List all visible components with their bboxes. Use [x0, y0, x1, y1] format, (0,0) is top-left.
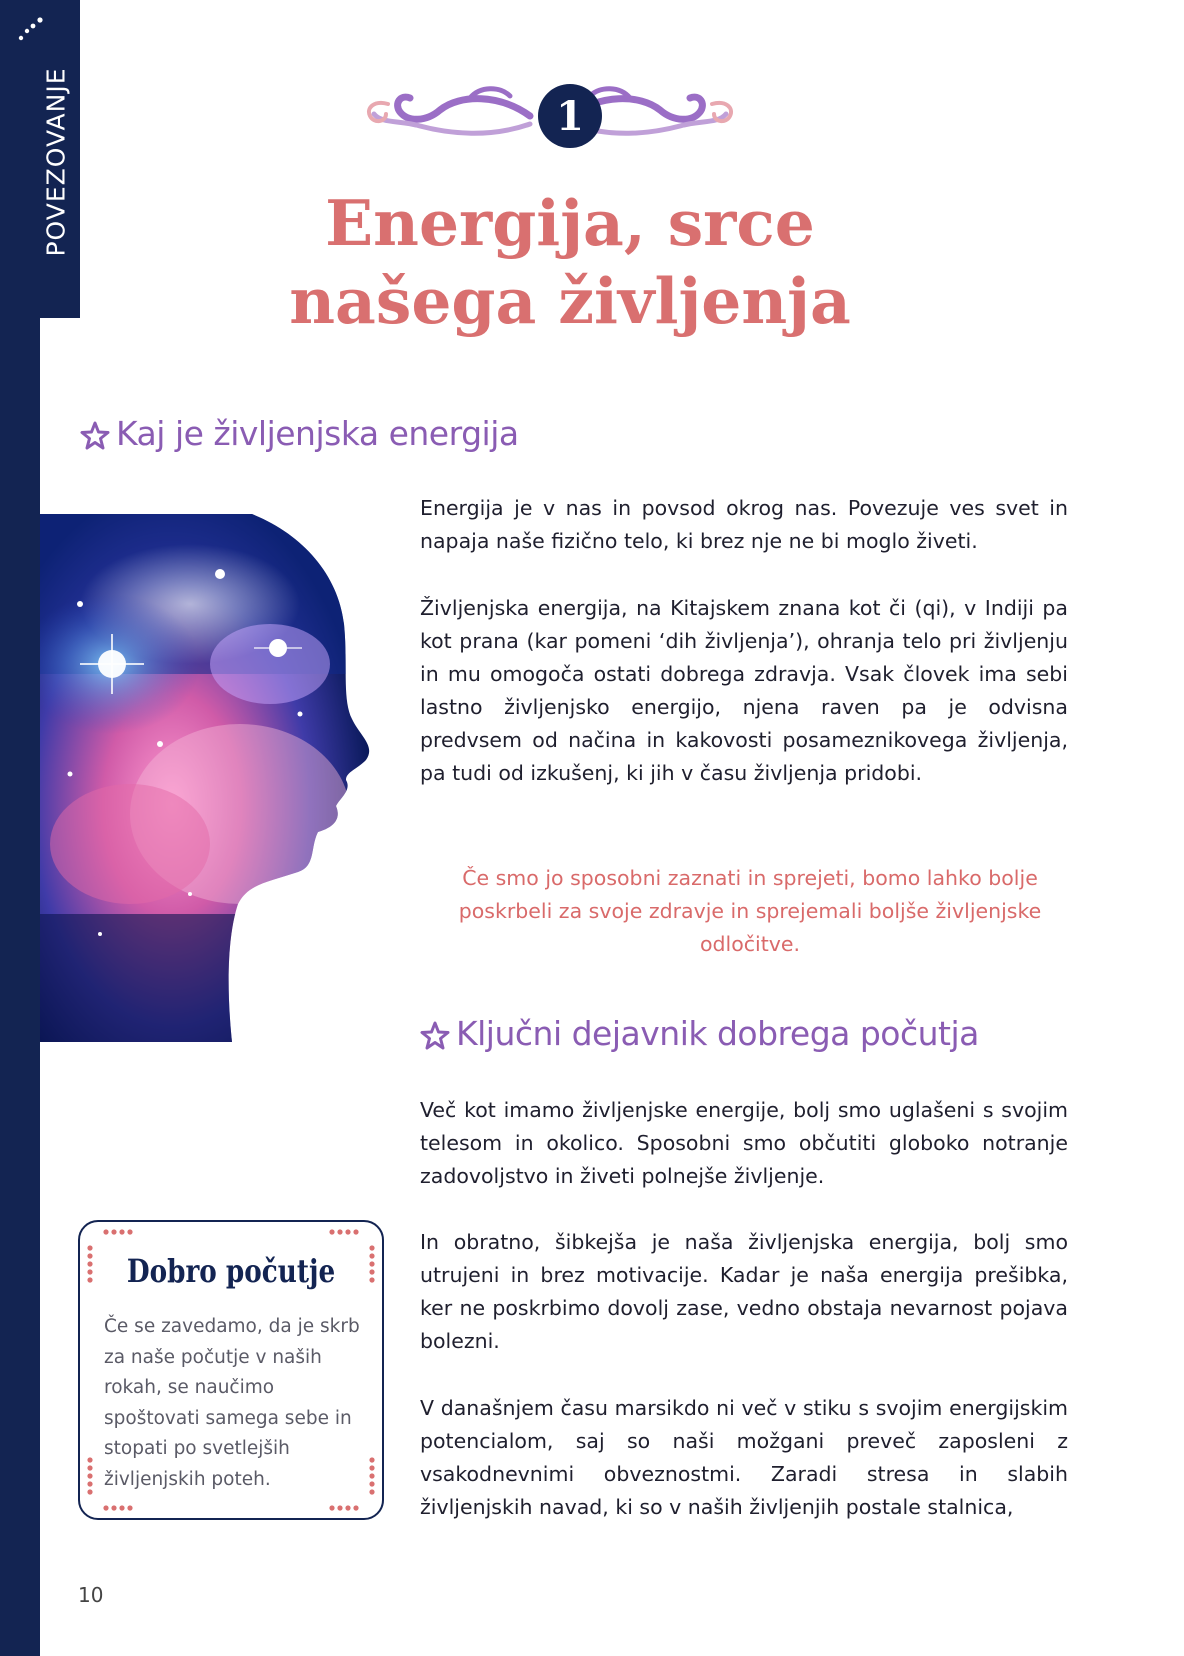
body-paragraph: Več kot imamo življenjske energije, bolj smo uglašeni s svojim telesom in okolico. Sposobni smo občutiti globoko notranje zadovoljstvo in živeti polnejše življenje. — [420, 1098, 1068, 1188]
page-title — [160, 184, 980, 340]
dots-icon — [18, 16, 44, 42]
chapter-number-badge: 1 — [538, 84, 602, 148]
body-paragraph: In obratno, šibkejša je naša življenjska energija, bolj smo utrujeni in brez motivacije. Kadar je naša energija prešibka, ker ne poskrbimo dovolj zase, vedno obstaja nevarnost pojava bolezni. — [420, 1230, 1068, 1353]
star-icon — [80, 421, 110, 451]
sidebar-section-label: POVEZOVANJE — [41, 67, 71, 257]
page-title-line-1: Energija, srce — [325, 186, 815, 260]
highlight-quote: Če smo jo sposobni zaznati in sprejeti, bomo lahko bolje poskrbeli za svoje zdravje in sprejemali boljše življenjske odločitve. — [458, 866, 1042, 956]
section-heading — [80, 414, 519, 453]
body-paragraph: V današnjem času marsikdo ni več v stiku s svojim energijskim potencialom, saj so naši možgani preveč zaposleni z vsakodnevnimi obveznostmi. Zaradi stresa in slabih življenjskih navad, ki so v naših življenjih postale stalnica, — [420, 1396, 1068, 1519]
sidebar-tab — [0, 0, 80, 318]
info-box-text: Če se zavedamo, da je skrb za naše počutje v naših rokah, se naučimo spoštovati samega sebe in stopati po svetlejših življenjskih poteh. — [104, 1316, 360, 1490]
body-paragraph: Življenjska energija, na Kitajskem znana kot či (qi), v Indiji pa kot prana (kar pomeni ‘dih življenja’), ohranja telo pri življenju in mu omogoča ostati dobrega zdravja. Vsak človek ima sebi lastno življenjsko energijo, njena raven pa je odvisna predvsem od načina in kakovosti posameznikovega življenja, pa tudi od izkušenj, ki jih v času življenja pridobi. — [420, 596, 1068, 785]
cosmic-face-silhouette-image — [40, 514, 370, 1042]
info-box — [78, 1220, 384, 1520]
star-icon — [420, 1021, 450, 1051]
section-heading-text: Ključni dejavnik dobrega počutja — [456, 1014, 979, 1053]
page-number: 10 — [78, 1583, 104, 1607]
section-heading — [420, 1014, 979, 1053]
page-title-line-2: našega življenja — [289, 264, 851, 338]
section-heading-text: Kaj je življenjska energija — [116, 414, 519, 453]
info-box-title: Dobro počutje — [126, 1252, 336, 1290]
body-paragraph: Energija je v nas in povsod okrog nas. Povezuje ves svet in napaja naše fizično telo, ki brez nje ne bi moglo živeti. — [420, 496, 1068, 553]
